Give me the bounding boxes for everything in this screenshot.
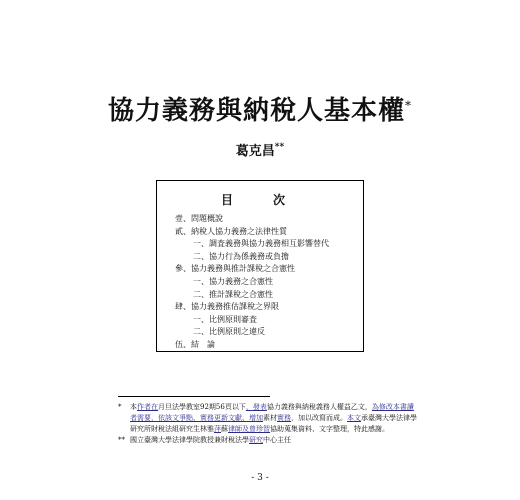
- footnote-marked-text: 本文: [347, 414, 361, 422]
- footnote-text: ，加以改寫而成。: [291, 414, 347, 422]
- page-number: - 3 -: [251, 473, 269, 483]
- footnotes: [118, 402, 418, 446]
- toc-list: [175, 213, 329, 352]
- document-title-text: 協力義務與納稅人基本權: [107, 96, 405, 126]
- author-footnote-mark: **: [274, 142, 285, 153]
- author-name: 葛克昌: [235, 144, 275, 159]
- footnote-separator: [118, 396, 270, 397]
- author-line: [0, 140, 520, 159]
- footnote-text: 協助蒐集資料、文字整理，特此感謝。: [270, 425, 389, 433]
- toc-item: 貳、納稅人協力義務之法律性質: [175, 226, 287, 236]
- footnote-mark: *: [118, 403, 122, 411]
- footnote: [118, 402, 418, 435]
- footnote: [118, 435, 418, 446]
- footnote-marked-text: 為修改本書讀者需要，依該文爭點、實務更新文獻、增加: [130, 403, 414, 422]
- footnote-marked-text: 研究: [249, 436, 263, 444]
- toc-heading: 目 次: [220, 193, 299, 207]
- toc-item: 參、協力義務與推計課稅之合憲性: [175, 264, 295, 274]
- footnote-text: 承臺灣大學法律學研究所財稅法組研究生林雅: [130, 414, 417, 433]
- toc-item: 伍、結 論: [175, 339, 215, 349]
- document-title: [0, 90, 520, 127]
- footnote-text: 國立臺灣大學法律學院教授兼財稅法學: [130, 436, 249, 444]
- footnote-text: 蘇: [221, 425, 228, 433]
- footnote-mark: **: [118, 436, 125, 444]
- title-footnote-mark: *: [405, 98, 412, 113]
- footnote-text: 中心主任: [263, 436, 291, 444]
- table-of-contents: [156, 180, 364, 352]
- toc-item: 二、協力行為係義務或負擔: [193, 251, 289, 261]
- footnote-text: 月旦法學教室92期56頁以下: [158, 403, 246, 411]
- toc-item: 二、比例原則之違反: [193, 327, 265, 337]
- footnote-marked-text: 作者在: [137, 403, 158, 411]
- toc-item: 一、比例原則審査: [193, 314, 257, 324]
- footnote-text: 協力義務與納稅義務人權益乙文，: [266, 403, 372, 411]
- footnote-marked-text: 實務: [277, 414, 291, 422]
- footnote-text: 本: [130, 403, 137, 411]
- footnote-text: 素材: [263, 414, 277, 422]
- footnote-marked-text: 律師及曾珍智: [228, 425, 270, 433]
- footnote-marked-text: ，發表: [245, 403, 267, 411]
- toc-item: 肆、協力義務推估課稅之界限: [175, 302, 279, 312]
- toc-item: 壹、問題概說: [175, 214, 223, 223]
- toc-item: 二、推計課稅之合憲性: [193, 289, 273, 299]
- toc-item: 一、協力義務之合憲性: [193, 276, 273, 286]
- footnote-marked-text: 萍: [214, 425, 221, 433]
- toc-item: 一、調査義務與協力義務相互影響替代: [193, 239, 329, 249]
